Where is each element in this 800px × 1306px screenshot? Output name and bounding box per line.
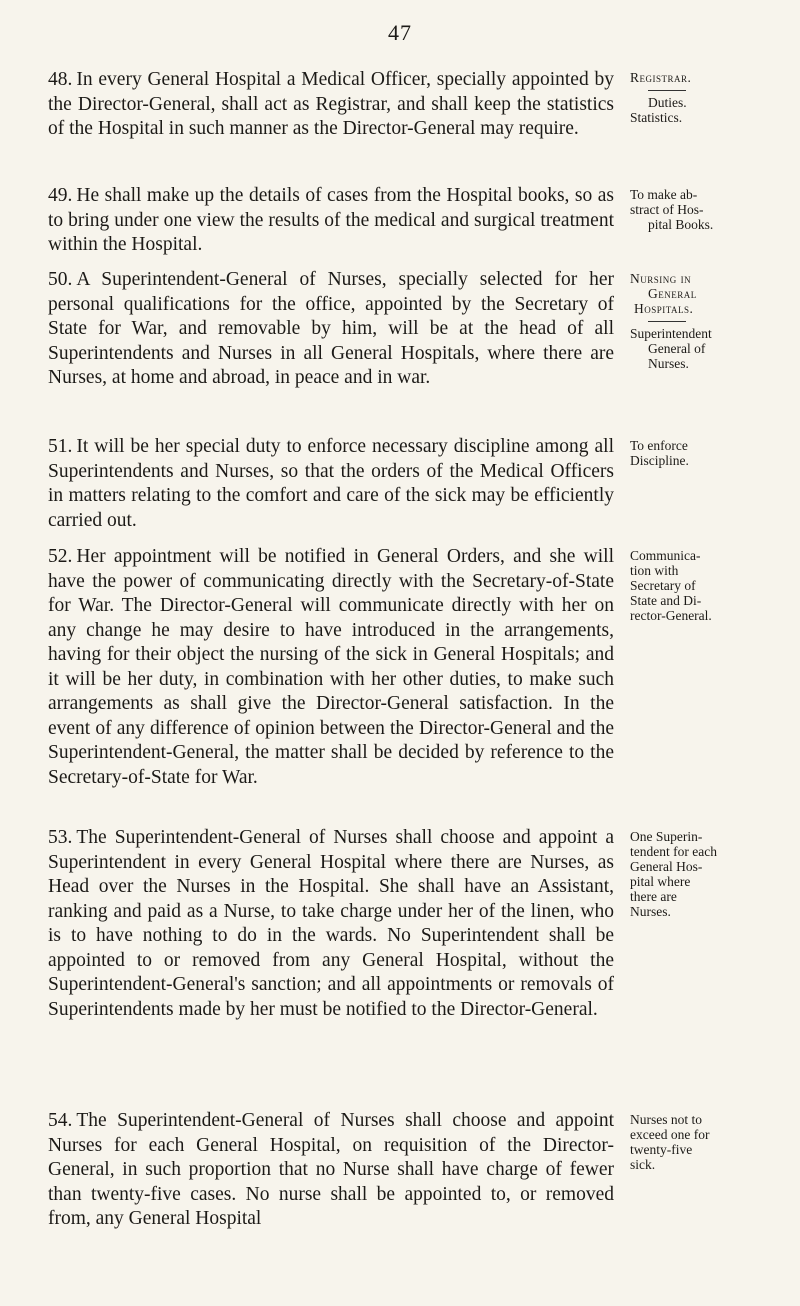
paragraph-text: It will be her special duty to enforce necessary discipline among all Superintendents and Nurses, so that the orders of the Medical Officers in matters relating to the comfort and care of the sick may be efficiently carried out. (48, 436, 614, 531)
margin-note-line: Nurses. (648, 356, 689, 371)
paragraph-number: 51. (48, 436, 73, 457)
paragraph-number: 49. (48, 185, 73, 206)
paragraph (48, 545, 614, 790)
margin-note-heading: Hospitals. (634, 301, 694, 316)
margin-note-line: General Hos- (630, 859, 703, 874)
margin-note-line: Duties. (648, 95, 687, 110)
margin-note-line: General of (648, 341, 706, 356)
margin-note-line: there are (630, 889, 677, 904)
paragraph-text: The Superintendent-General of Nurses shall choose and appoint Nurses for each General Hospital, on requisition of the Director-General, in such proportion that no Nurse shall have charge of fewer than twenty-five cases. No nurse shall be appointed to, or removed from, any General Hospital (48, 1110, 614, 1229)
margin-rule (648, 321, 686, 322)
margin-note (630, 438, 800, 468)
paragraph-text: Her appointment will be notified in General Orders, and she will have the power of communicating directly with the Secretary-of-State for War. The Director-General will communicate directly with her on any change he may desire to have introduced in the arrangements, having for their object the nursing of the sick in General Hospitals; and it will be her duty, in combination with her other duties, to make such arrangements as shall give the Director-General satisfaction. In the event of any difference of opinion between the Director-General and the Superintendent-General, the matter shall be decided by reference to the Secretary-of-State for War. (48, 546, 614, 788)
margin-note-heading: Registrar. (630, 70, 692, 85)
paragraph-number: 50. (48, 269, 73, 290)
margin-note-line: Nurses. (630, 904, 671, 919)
margin-note (630, 187, 800, 232)
margin-note-line: rector-General. (630, 608, 712, 623)
margin-note (630, 70, 800, 125)
paragraph (48, 826, 614, 1022)
margin-note-line: Communica- (630, 548, 701, 563)
paragraph-number: 53. (48, 827, 73, 848)
margin-note-line: One Superin- (630, 829, 703, 844)
margin-note (630, 1112, 800, 1172)
margin-note-heading: Nursing in (630, 271, 692, 286)
margin-note-line: Discipline. (630, 453, 689, 468)
margin-note-line: State and Di- (630, 593, 702, 608)
margin-note-line: exceed one for (630, 1127, 710, 1142)
margin-note-line: Nurses not to (630, 1112, 702, 1127)
paragraph-text: He shall make up the details of cases from the Hospital books, so as to bring under one view the results of the medical and surgical treatment within the Hospital. (48, 185, 614, 255)
margin-note-line: pital where (630, 874, 691, 889)
margin-note (630, 548, 800, 623)
paragraph-number: 48. (48, 69, 73, 90)
margin-note-line: tendent for each (630, 844, 717, 859)
paragraph-text: In every General Hospital a Medical Officer, specially appointed by the Director-General, shall act as Registrar, and shall keep the statistics of the Hospital in such manner as the Director-General may require. (48, 69, 614, 139)
margin-note (630, 271, 800, 371)
margin-rule (648, 90, 686, 91)
paragraph (48, 184, 614, 258)
margin-note-line: sick. (630, 1157, 656, 1172)
paragraph-number: 54. (48, 1110, 73, 1131)
margin-note-line: stract of Hos- (630, 202, 704, 217)
paragraph-number: 52. (48, 546, 73, 567)
margin-note-line: To enforce (630, 438, 688, 453)
paragraph-text: A Superintendent-General of Nurses, specially selected for her personal qualifications for the office, appointed by the Secretary of State for War, and removable by him, will be at the head of all Superintendents and Nurses in all General Hospitals, where there are Nurses, at home and abroad, in peace and in war. (48, 269, 614, 388)
paragraph (48, 435, 614, 533)
margin-note-heading: General (648, 286, 697, 301)
margin-note-line: tion with (630, 563, 679, 578)
margin-note-line: Superintendent (630, 326, 712, 341)
paragraph (48, 1109, 614, 1232)
margin-note-line: Statistics. (630, 110, 683, 125)
paragraph-text: The Superintendent-General of Nurses shall choose and appoint a Superintendent in every General Hospital where there are Nurses, as Head over the Nurses in the Hospital. She shall have an Assistant, ranking and paid as a Nurse, to take charge under her of the linen, who is to have nothing to do in the wards. No Superintendent shall be appointed to or removed from any General Hospital, without the Superintendent-General's sanction; and all appointments or removals of Superintendents made by her must be notified to the Director-General. (48, 827, 614, 1020)
page-number: 47 (388, 20, 412, 45)
paragraph (48, 68, 614, 142)
paragraph (48, 268, 614, 391)
margin-note-line: pital Books. (648, 217, 714, 232)
margin-note-line: twenty-five (630, 1142, 693, 1157)
margin-note-line: To make ab- (630, 187, 698, 202)
margin-note (630, 829, 800, 919)
margin-note-line: Secretary of (630, 578, 696, 593)
